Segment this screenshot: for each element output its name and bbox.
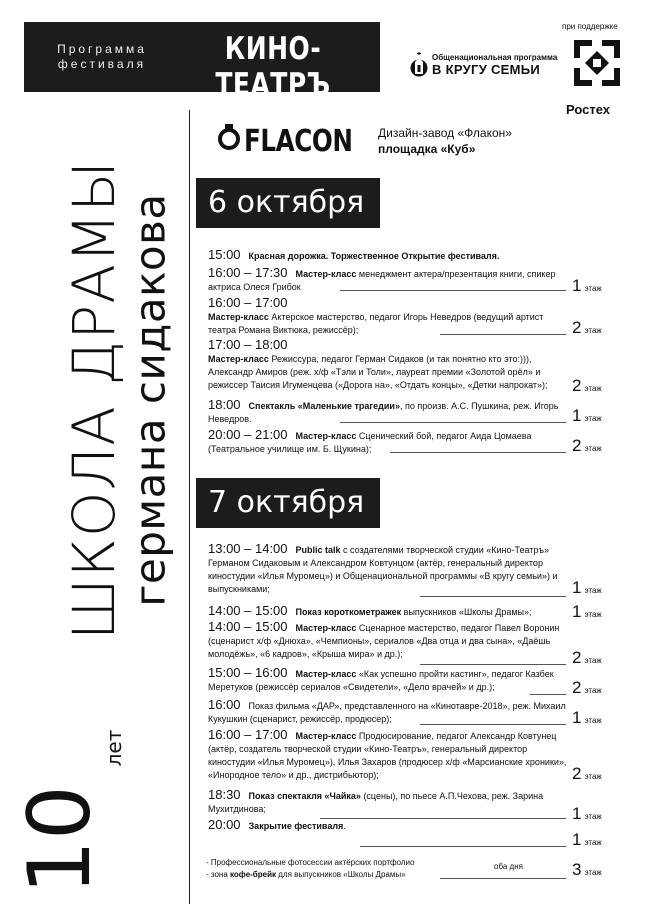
floor-word: этаж bbox=[584, 868, 602, 877]
flacon-logo-text: FLACON bbox=[244, 124, 353, 159]
leader-line bbox=[440, 334, 566, 335]
event-time: 17:00 – 18:00 bbox=[208, 337, 288, 352]
floor-word: этаж bbox=[584, 284, 602, 293]
leader-line bbox=[340, 290, 566, 291]
event-title: Мастер-класс bbox=[295, 623, 357, 633]
event-text: Актерское мастерство, педагог Игорь Неведров (ведущий артист театра Романа Виктюка, режиссёр); bbox=[208, 312, 544, 335]
event-time: 15:00 – 16:00 bbox=[208, 665, 288, 680]
floor-number: 2 bbox=[572, 648, 582, 667]
flacon-bottle-icon bbox=[218, 128, 240, 150]
divider bbox=[189, 110, 190, 904]
event-text: Показ фильма «ДАР», представленного на «Кинотавре-2018», реж. Михаил Кукушкин (сценарист, режиссёр, продюсер); bbox=[208, 701, 566, 724]
event-text: , по произв. А.С. Пушкина, реж. Игорь Неведров. bbox=[208, 401, 559, 424]
school-title: ШКОЛА ДРАМЫ bbox=[60, 159, 128, 641]
festival-title: КИНО-ТЕАТРЪ bbox=[215, 30, 331, 103]
leader-line bbox=[440, 878, 566, 879]
floor-word: этаж bbox=[584, 772, 602, 781]
event-title: Показ короткометражек bbox=[295, 607, 402, 617]
venue-name: Дизайн-завод «Флакон» bbox=[378, 126, 512, 140]
event-time: 20:00 bbox=[208, 817, 241, 832]
floor-number: 1 bbox=[572, 804, 582, 823]
floor-word: этаж bbox=[584, 716, 602, 725]
event-row bbox=[208, 338, 568, 392]
floor-label bbox=[572, 276, 602, 296]
event-row bbox=[208, 698, 568, 726]
both-days-label: оба дня bbox=[494, 862, 523, 871]
event-row bbox=[208, 788, 568, 816]
founder-name: германа сидакова bbox=[125, 193, 175, 607]
event-title: Public talk bbox=[295, 545, 341, 555]
sponsor-name: Ростех bbox=[566, 102, 611, 117]
floor-word: этаж bbox=[584, 812, 602, 821]
floor-word: этаж bbox=[584, 686, 602, 695]
footnote-coffee bbox=[206, 870, 406, 879]
floor-number: 1 bbox=[572, 276, 582, 295]
event-time: 18:00 bbox=[208, 397, 241, 412]
event-time: 13:00 – 14:00 bbox=[208, 541, 288, 556]
event-title: Красная дорожка. Торжественное Открытие фестиваля. bbox=[248, 251, 500, 261]
event-row bbox=[208, 604, 568, 619]
floor-number: 1 bbox=[572, 406, 582, 425]
event-title: Показ спектакля «Чайка» bbox=[248, 791, 361, 801]
floor-label bbox=[572, 602, 602, 622]
event-row bbox=[208, 248, 618, 263]
bell-tower-icon bbox=[410, 52, 428, 78]
program-label: Программа фестиваля bbox=[57, 42, 147, 71]
event-title: Мастер-класс bbox=[295, 731, 357, 741]
footnote-suffix: для выпускников «Школы Драмы» bbox=[276, 870, 406, 879]
floor-label bbox=[572, 804, 602, 824]
leader-line bbox=[340, 422, 566, 423]
floor-label bbox=[572, 648, 602, 668]
floor-label bbox=[572, 860, 602, 880]
partner-logo bbox=[410, 52, 560, 80]
floor-word: этаж bbox=[584, 326, 602, 335]
floor-word: этаж bbox=[584, 444, 602, 453]
years-word: лет bbox=[102, 729, 126, 767]
event-time: 16:00 – 17:00 bbox=[208, 727, 288, 742]
footnote-photo: - Профессиональные фотосессии актёрских портфолио bbox=[206, 858, 415, 867]
event-text: выпускников «Школы Драмы»; bbox=[401, 607, 532, 617]
event-text: Режиссура, педагог Герман Сидаков (и так понятно кто это:))), Александр Амиров (реж. х/ф «Тэли и Толи», лауреат премии «Золотой орёл» и режиссер Таисия Игуменцева («Дорога на», «Отдать концы», «Детки напрокат»); bbox=[208, 354, 548, 390]
floor-number: 2 bbox=[572, 376, 582, 395]
event-time: 15:00 bbox=[208, 247, 241, 262]
leader-line bbox=[530, 694, 566, 695]
rostec-logo-icon bbox=[574, 40, 620, 86]
event-title: Закрытие фестиваля bbox=[248, 821, 344, 831]
venue-stage: площадка «Куб» bbox=[378, 142, 476, 156]
event-text: «Как успешно пройти кастинг», педагог Казбек Меретуков (режиссёр сериалов «Свидетели», «Дело врачей» и др.); bbox=[208, 669, 554, 692]
floor-number: 2 bbox=[572, 678, 582, 697]
day-banner: 6 октября bbox=[196, 178, 380, 228]
footnote-bold: кофе-брейк bbox=[230, 870, 277, 879]
floor-label bbox=[572, 376, 602, 396]
floor-label bbox=[572, 678, 602, 698]
leader-line bbox=[360, 846, 566, 847]
leader-line bbox=[390, 452, 566, 453]
floor-label bbox=[572, 578, 602, 598]
floor-number: 1 bbox=[572, 830, 582, 849]
event-time: 14:00 – 15:00 bbox=[208, 619, 288, 634]
floor-word: этаж bbox=[584, 838, 602, 847]
event-text: менеджмент актера/презентация книги, спикер актриса Олеся Грибок bbox=[208, 269, 556, 292]
event-title: Мастер-класс bbox=[208, 312, 269, 322]
event-time: 20:00 – 21:00 bbox=[208, 427, 288, 442]
partner-line1: Общенациональная программа bbox=[432, 53, 558, 62]
sponsor-label: при поддержке bbox=[562, 22, 618, 31]
event-text: (сцены), по пьесе А.П.Чехова, реж. Зарина Мухитдинова; bbox=[208, 791, 544, 814]
leader-line bbox=[420, 664, 566, 665]
floor-label bbox=[572, 406, 602, 426]
floor-number: 1 bbox=[572, 708, 582, 727]
event-text: Продюсирование, педагог Александр Ковтунец (актёр, создатель творческой студии «Кино-Театръ», генеральный директор киностудии «Илья Муромец»), Илья Захаров (продюсер х/ф «Марсианские хроники», «Инородное тело» и др., дистрибьютор); bbox=[208, 731, 567, 780]
floor-number: 1 bbox=[572, 578, 582, 597]
event-text: Сценический бой, педагог Аида Цомаева (Театральное училище им. Б. Щукина); bbox=[208, 431, 532, 454]
floor-word: этаж bbox=[584, 384, 602, 393]
floor-number: 1 bbox=[572, 602, 582, 621]
event-time: 16:00 – 17:30 bbox=[208, 265, 288, 280]
floor-label bbox=[572, 436, 602, 456]
floor-label bbox=[572, 764, 602, 784]
event-row bbox=[208, 620, 568, 661]
event-text: . bbox=[343, 821, 346, 831]
event-row bbox=[208, 728, 568, 782]
event-title: Спектакль «Маленькие трагедии» bbox=[248, 401, 400, 411]
event-title: Мастер-класс bbox=[295, 269, 357, 279]
event-title: Мастер-класс bbox=[295, 431, 357, 441]
years-number: 10 bbox=[10, 785, 110, 895]
floor-number: 2 bbox=[572, 764, 582, 783]
floor-word: этаж bbox=[584, 656, 602, 665]
event-text: Сценарное мастерство, педагог Павел Воронин (сценарист х/ф «Днюха», «Чемпионы», сериалов «Два отца и два сына», «Даёшь молодёжь», «6 кадров», «Крыша мира» и др.); bbox=[208, 623, 560, 659]
floor-label bbox=[572, 318, 602, 338]
floor-number: 2 bbox=[572, 436, 582, 455]
floor-number: 3 bbox=[572, 860, 582, 879]
leader-line bbox=[420, 596, 566, 597]
event-time: 16:00 bbox=[208, 697, 241, 712]
event-title: Мастер-класс bbox=[208, 354, 269, 364]
floor-word: этаж bbox=[584, 414, 602, 423]
floor-label bbox=[572, 708, 602, 728]
event-time: 14:00 – 15:00 bbox=[208, 603, 288, 618]
floor-word: этаж bbox=[584, 586, 602, 595]
footnote-prefix: - зона bbox=[206, 870, 231, 879]
event-row bbox=[208, 296, 568, 337]
event-time: 16:00 – 17:00 bbox=[208, 295, 288, 310]
event-row bbox=[208, 542, 568, 596]
day-banner: 7 октября bbox=[196, 478, 380, 528]
floor-label bbox=[572, 830, 602, 850]
event-row bbox=[208, 818, 568, 833]
event-row bbox=[208, 666, 568, 694]
event-title: Мастер-класс bbox=[295, 669, 357, 679]
flacon-logo bbox=[218, 124, 358, 158]
leader-line bbox=[420, 724, 566, 725]
event-text: с создателями творческой студии «Кино-Театръ» Германом Сидаковым и Александром Ковтунцом (актёр, генеральный директор киностудии «Илья Муромец») и Общенациональной программы «В кругу семьи») и выпускниками; bbox=[208, 545, 558, 594]
floor-word: этаж bbox=[584, 610, 602, 619]
partner-line2: В КРУГУ СЕМЬИ bbox=[432, 62, 541, 77]
event-time: 18:30 bbox=[208, 787, 241, 802]
floor-number: 2 bbox=[572, 318, 582, 337]
